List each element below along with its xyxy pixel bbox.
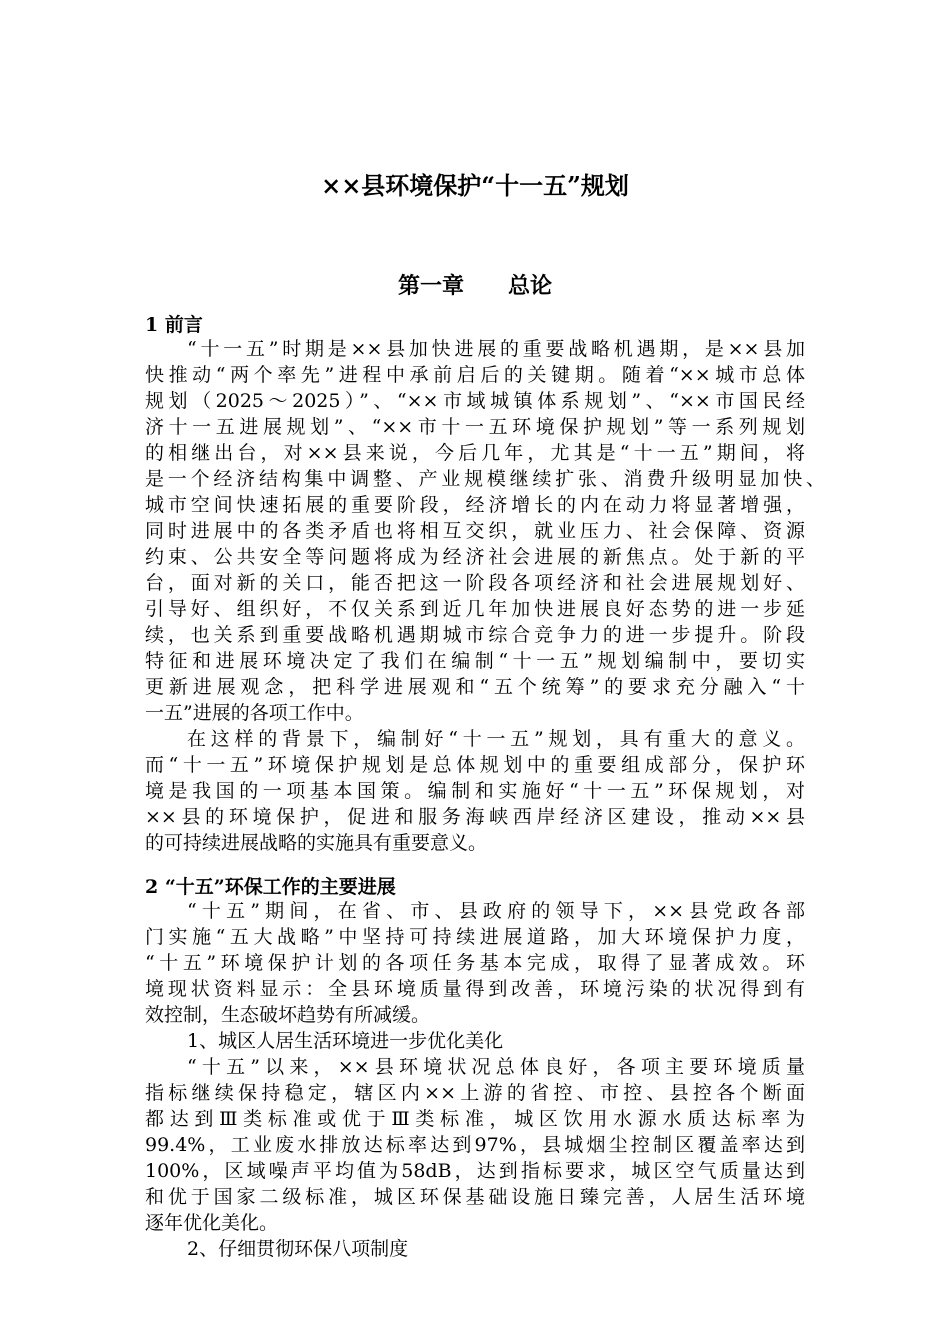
document-title: ××县环境保护“十一五”规划 — [321, 171, 629, 200]
paragraph-line: 约束、公共安全等问题将成为经济社会进展的新焦点。处于新的平 — [145, 546, 805, 568]
paragraph-line: 更新进展观念，把科学进展观和“五个统筹”的要求充分融入“十 — [145, 676, 805, 698]
paragraph-line: 快推动“两个率先”进程中承前启后的关键期。随着“××城市总体 — [145, 364, 805, 386]
paragraph-line: 逐年优化美化。 — [145, 1212, 279, 1234]
paragraph-line: 的相继出台，对××县来说，今后几年，尤其是“十一五”期间，将 — [145, 442, 805, 464]
paragraph-line: “十五”以来，××县环境状况总体良好，各项主要环境质量 — [187, 1056, 805, 1078]
paragraph-line: 是一个经济结构集中调整、产业规模继续扩张、消费升级明显加快、 — [145, 468, 825, 490]
paragraph-line: 境现状资料显示：全县环境质量得到改善，环境污染的状况得到有 — [145, 978, 805, 1000]
paragraph-line: “十五”期间，在省、市、县政府的领导下，××县党政各部 — [187, 900, 805, 922]
paragraph-line: 门实施“五大战略”中坚持可持续进展道路，加大环境保护力度， — [145, 926, 805, 948]
section-1-heading: 1 前言 — [145, 314, 203, 336]
paragraph-line: 特征和进展环境决定了我们在编制“十一五”规划编制中，要切实 — [145, 650, 805, 672]
paragraph-line: 99.4%，工业废水排放达标率达到97%，县城烟尘控制区覆盖率达到 — [145, 1134, 805, 1156]
chapter-title: 第一章 总论 — [397, 273, 552, 299]
list-item-heading: 2、仔细贯彻环保八项制度 — [187, 1238, 409, 1260]
section-2-heading: 2 “十五”环保工作的主要进展 — [145, 876, 396, 898]
paragraph-line: 而“十一五”环境保护规划是总体规划中的重要组成部分，保护环 — [145, 754, 805, 776]
paragraph-line: “十五”环境保护计划的各项任务基本完成，取得了显著成效。环 — [145, 952, 805, 974]
paragraph-line: 的可持续进展战略的实施具有重要意义。 — [145, 832, 488, 854]
paragraph-line: 续，也关系到重要战略机遇期城市综合竞争力的进一步提升。阶段 — [145, 624, 805, 646]
paragraph-line: 和优于国家二级标准，城区环保基础设施日臻完善，人居生活环境 — [145, 1186, 805, 1208]
paragraph-line: 境是我国的一项基本国策。编制和实施好“十一五”环保规划，对 — [145, 780, 805, 802]
paragraph-line: 规划（2025～2025）”、“××市域城镇体系规划”、“××市国民经 — [145, 390, 805, 412]
paragraph-line: 在这样的背景下，编制好“十一五”规划，具有重大的意义。 — [187, 728, 805, 750]
paragraph-line: “十一五”时期是××县加快进展的重要战略机遇期，是××县加 — [187, 338, 805, 360]
paragraph-line: 效控制，生态破坏趋势有所减缓。 — [145, 1004, 431, 1026]
paragraph-line: ××县的环境保护，促进和服务海峡西岸经济区建设，推动××县 — [145, 806, 805, 828]
paragraph-line: 同时进展中的各类矛盾也将相互交织，就业压力、社会保障、资源 — [145, 520, 805, 542]
paragraph-line: 指标继续保持稳定，辖区内××上游的省控、市控、县控各个断面 — [145, 1082, 805, 1104]
paragraph-line: 城市空间快速拓展的重要阶段，经济增长的内在动力将显著增强， — [145, 494, 805, 516]
list-item-heading: 1、城区人居生活环境进一步优化美化 — [187, 1030, 504, 1052]
paragraph-line: 一五”进展的各项工作中。 — [145, 702, 364, 724]
paragraph-line: 引导好、组织好，不仅关系到近几年加快进展良好态势的进一步延 — [145, 598, 805, 620]
paragraph-line: 100%，区域噪声平均值为58dB，达到指标要求，城区空气质量达到 — [145, 1160, 805, 1182]
paragraph-line: 都达到Ⅲ类标准或优于Ⅲ类标准，城区饮用水源水质达标率为 — [145, 1108, 805, 1130]
paragraph-line: 台，面对新的关口，能否把这一阶段各项经济和社会进展规划好、 — [145, 572, 805, 594]
paragraph-line: 济十一五进展规划”、“××市十一五环境保护规划”等一系列规划 — [145, 416, 805, 438]
